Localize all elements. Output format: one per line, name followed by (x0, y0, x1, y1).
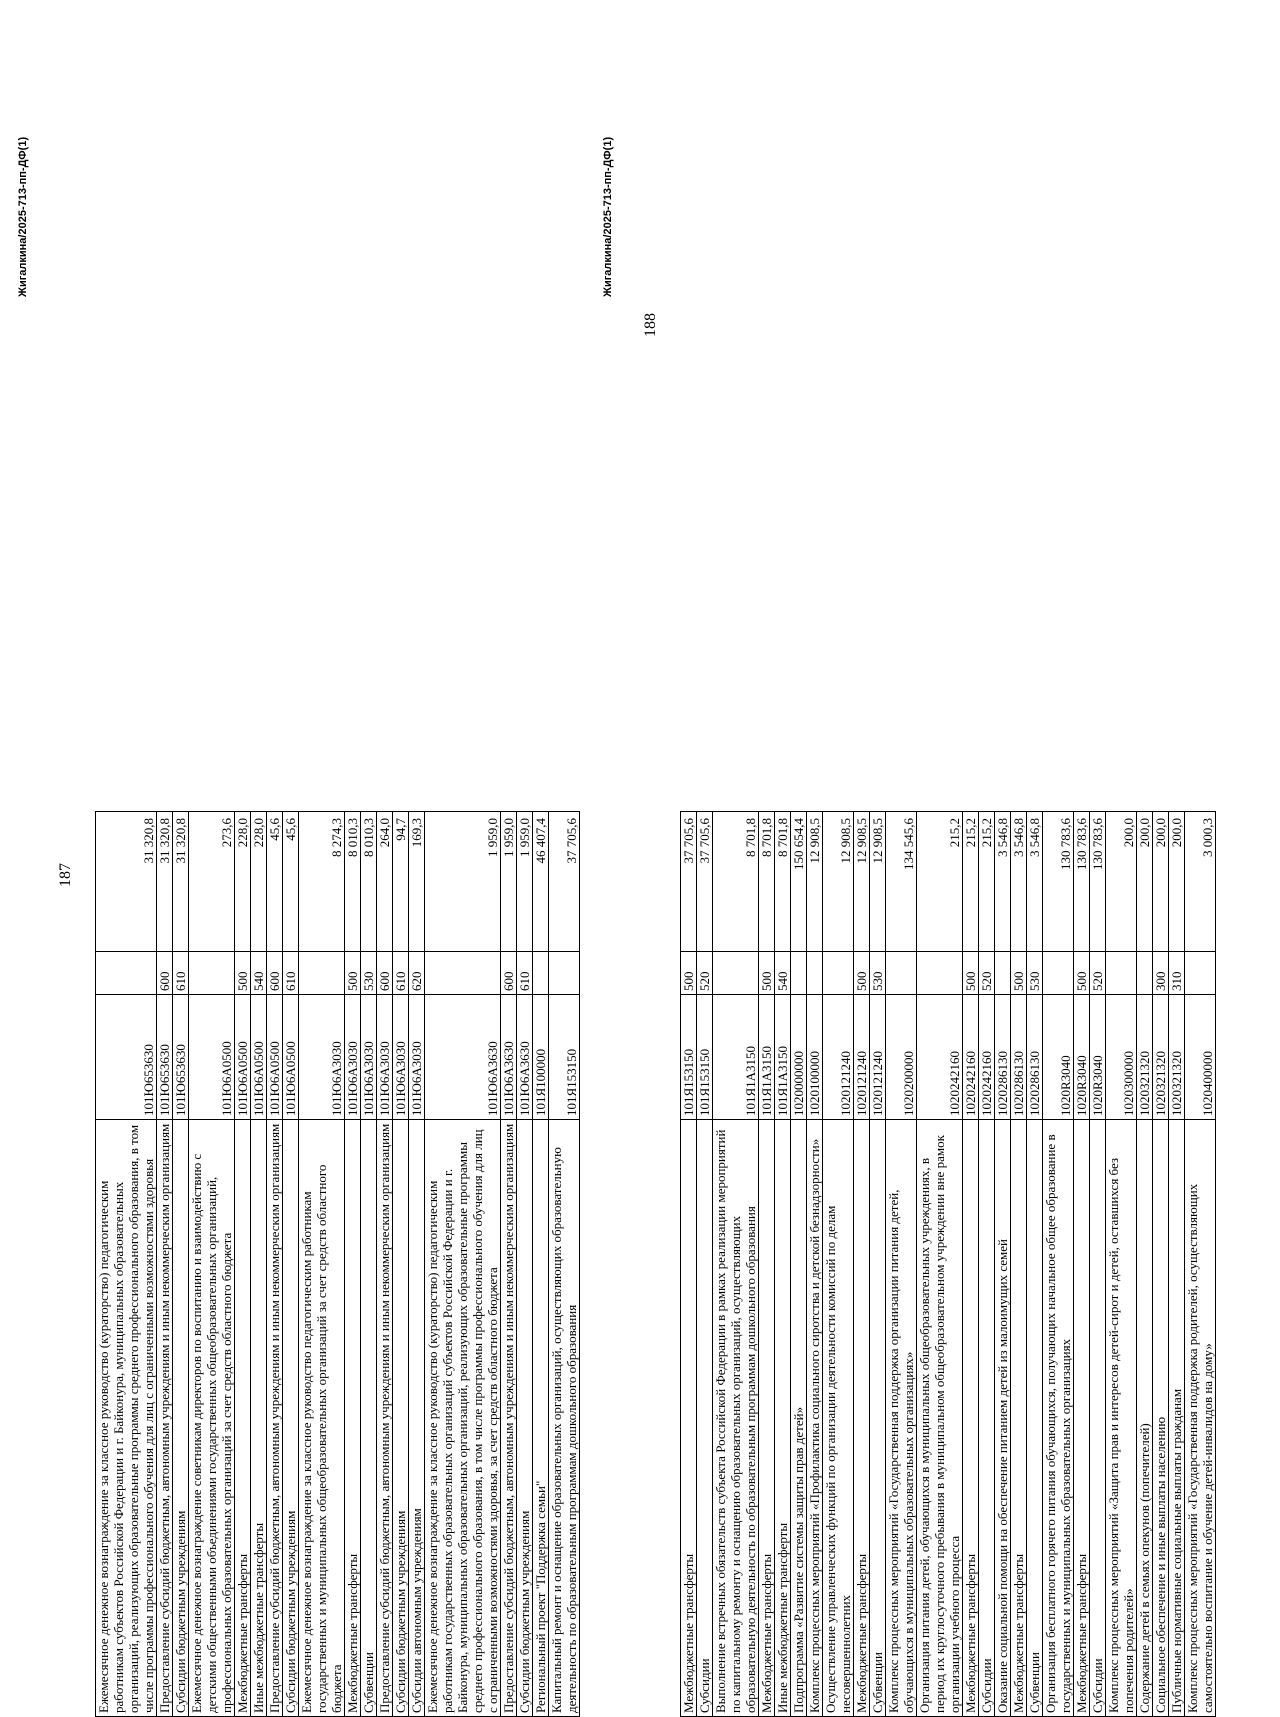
table-row (823, 812, 854, 1717)
row-expense-type (917, 952, 963, 995)
row-target-code: 101Ю6А3030 (299, 995, 345, 1120)
row-target-code: 101Ю6А3030 (393, 995, 409, 1120)
row-description: Осуществление управленческих функций по организации деятельности комиссий по делам несовершеннолетних (823, 1120, 854, 1717)
row-description: Межбюджетные трансферты (963, 1120, 979, 1717)
row-expense-type: 500 (345, 952, 361, 995)
row-expense-type (1106, 952, 1137, 995)
table-row (775, 812, 791, 1717)
row-description: Субвенции (361, 1120, 377, 1717)
row-target-code: 1020400000 (1185, 995, 1216, 1120)
row-description: Субсидии бюджетным учреждениям (393, 1120, 409, 1717)
row-description: Субвенции (870, 1120, 886, 1717)
row-expense-type (791, 952, 807, 995)
row-target-code: 101Я153150 (697, 995, 713, 1120)
table-row (157, 812, 173, 1717)
table-row (1027, 812, 1043, 1717)
row-expense-type: 500 (1011, 952, 1027, 995)
row-expense-type: 620 (409, 952, 425, 995)
row-expense-type: 500 (681, 952, 697, 995)
row-target-code: 1020121240 (854, 995, 870, 1120)
row-target-code: 1020200000 (886, 995, 917, 1120)
row-target-code: 101Ю6А3630 (517, 995, 533, 1120)
table-row (995, 812, 1011, 1717)
row-description: Содержание детей в семьях опекунов (попечителей) (1137, 1120, 1153, 1717)
row-amount: 3 000,3 (1185, 812, 1216, 952)
row-target-code: 1020000000 (791, 995, 807, 1120)
row-amount: 31 320,8 (173, 812, 189, 952)
row-amount: 12 908,5 (807, 812, 823, 952)
table-row (517, 812, 533, 1717)
row-target-code: 101Ю653630 (157, 995, 173, 1120)
row-amount: 8 701,8 (775, 812, 791, 952)
row-amount: 12 908,5 (854, 812, 870, 952)
row-amount: 8 010,3 (345, 812, 361, 952)
row-target-code: 101Ю6А3030 (377, 995, 393, 1120)
row-expense-type: 530 (1027, 952, 1043, 995)
row-target-code: 101Ю6А0500 (251, 995, 267, 1120)
row-description: Иные межбюджетные трансферты (775, 1120, 791, 1717)
signature: Жигалкина/2025-713-пп-ДФ(1) (17, 136, 29, 297)
row-amount: 45,6 (267, 812, 283, 952)
row-target-code: 101Я1А3150 (759, 995, 775, 1120)
row-description: Субсидии бюджетным учреждениям (517, 1120, 533, 1717)
row-target-code: 1020286130 (1011, 995, 1027, 1120)
row-expense-type (823, 952, 854, 995)
row-expense-type: 530 (870, 952, 886, 995)
row-expense-type: 600 (501, 952, 517, 995)
table-row (886, 812, 917, 1717)
table-row (1106, 812, 1137, 1717)
row-target-code: 101Ю6А3030 (361, 995, 377, 1120)
table-row (1011, 812, 1027, 1717)
row-target-code: 1020242160 (963, 995, 979, 1120)
table-row (681, 812, 697, 1717)
row-description: Субсидии (979, 1120, 995, 1717)
row-amount: 3 546,8 (1027, 812, 1043, 952)
table-row (759, 812, 775, 1717)
table-row (345, 812, 361, 1717)
row-amount: 8 274,3 (299, 812, 345, 952)
row-expense-type: 610 (283, 952, 299, 995)
row-description: Публичные нормативные социальные выплаты гражданам (1169, 1120, 1185, 1717)
table-row (1169, 812, 1185, 1717)
table-row (425, 812, 501, 1717)
row-expense-type: 500 (1074, 952, 1090, 995)
table-row (791, 812, 807, 1717)
table-row (235, 812, 251, 1717)
row-target-code: 101Ю6А3030 (409, 995, 425, 1120)
row-amount: 12 908,5 (870, 812, 886, 952)
row-amount: 1 959,0 (501, 812, 517, 952)
row-amount: 3 546,8 (995, 812, 1011, 952)
row-amount: 215,2 (963, 812, 979, 952)
row-description: Межбюджетные трансферты (854, 1120, 870, 1717)
table-row (96, 812, 157, 1717)
row-target-code: 101Ю653630 (173, 995, 189, 1120)
page-number: 187 (57, 863, 74, 887)
table-row (963, 812, 979, 1717)
table-row (1074, 812, 1090, 1717)
row-expense-type (807, 952, 823, 995)
table-row (854, 812, 870, 1717)
table-row (299, 812, 345, 1717)
row-description: Предоставление субсидий бюджетным, автономным учреждениям и иным некоммерческим организациям (501, 1120, 517, 1717)
row-target-code: 101Ю653630 (96, 995, 157, 1120)
table-row (501, 812, 517, 1717)
row-amount: 31 320,8 (157, 812, 173, 952)
row-description: Подпрограмма «Развитие системы защиты прав детей» (791, 1120, 807, 1717)
row-description: Иные межбюджетные трансферты (251, 1120, 267, 1717)
row-target-code: 101Ю6А0500 (189, 995, 235, 1120)
row-description: Межбюджетные трансферты (1011, 1120, 1027, 1717)
row-target-code: 101Ю6А3630 (425, 995, 501, 1120)
budget-table-left (95, 811, 580, 1717)
row-target-code: 1020R3040 (1074, 995, 1090, 1120)
row-description: Комплекс процессных мероприятий «Защита прав и интересов детей-сирот и детей, оставшихся без попечения родителей» (1106, 1120, 1137, 1717)
row-target-code: 101Ю6А3030 (345, 995, 361, 1120)
row-target-code: 101Я153150 (549, 995, 580, 1120)
row-target-code: 101Ю6А0500 (235, 995, 251, 1120)
row-expense-type (1137, 952, 1153, 995)
row-description: Выполнение встречных обязательств субъекта Российской Федерации в рамках реализации мероприятий по капитальному ремонту и оснащению образовательных организаций, осуществляющих образовательную деятельность по образовательным программам дошкольного образования (713, 1120, 759, 1717)
table-row (1043, 812, 1074, 1717)
row-amount: 215,2 (979, 812, 995, 952)
table-row (1090, 812, 1106, 1717)
table-row (807, 812, 823, 1717)
row-amount: 8 701,8 (759, 812, 775, 952)
table-row (917, 812, 963, 1717)
row-expense-type: 610 (173, 952, 189, 995)
row-expense-type: 500 (759, 952, 775, 995)
row-target-code: 101Я153150 (681, 995, 697, 1120)
row-description: Комплекс процессных мероприятий «Профилактика социального сиротства и детской безнадзорности» (807, 1120, 823, 1717)
row-target-code: 101Я1А3150 (713, 995, 759, 1120)
row-expense-type (96, 952, 157, 995)
row-amount: 150 654,4 (791, 812, 807, 952)
row-amount: 130 783,6 (1090, 812, 1106, 952)
row-expense-type: 300 (1153, 952, 1169, 995)
row-amount: 264,0 (377, 812, 393, 952)
row-description: Оказание социальной помощи на обеспечение питанием детей из малоимущих семей (995, 1120, 1011, 1717)
row-expense-type: 500 (235, 952, 251, 995)
row-expense-type (1185, 952, 1216, 995)
row-description: Предоставление субсидий бюджетным, автономным учреждениям и иным некоммерческим организациям (157, 1120, 173, 1717)
signature: Жигалкина/2025-713-пп-ДФ(1) (602, 136, 614, 297)
row-amount: 8 010,3 (361, 812, 377, 952)
row-description: Субсидии автономным учреждениям (409, 1120, 425, 1717)
table-row (377, 812, 393, 1717)
row-expense-type: 540 (251, 952, 267, 995)
row-amount: 94,7 (393, 812, 409, 952)
row-description: Субсидии (697, 1120, 713, 1717)
row-expense-type: 600 (157, 952, 173, 995)
row-amount: 130 783,6 (1043, 812, 1074, 952)
row-description: Капитальный ремонт и оснащение образовательных организаций, осуществляющих образовательную деятельность по образовательным программам дошкольного образования (549, 1120, 580, 1717)
row-description: Межбюджетные трансферты (681, 1120, 697, 1717)
row-target-code: 1020R3040 (1090, 995, 1106, 1120)
row-amount: 3 546,8 (1011, 812, 1027, 952)
row-amount: 37 705,6 (681, 812, 697, 952)
row-expense-type: 520 (1090, 952, 1106, 995)
table-row (409, 812, 425, 1717)
row-description: Комплекс процессных мероприятий «Государственная поддержка организации питания детей, обучающихся в муниципальных образовательных организациях» (886, 1120, 917, 1717)
page-188 (602, 57, 1280, 1717)
row-expense-type: 540 (775, 952, 791, 995)
budget-table-right (680, 811, 1216, 1717)
row-amount: 37 705,6 (697, 812, 713, 952)
row-description: Межбюджетные трансферты (1074, 1120, 1090, 1717)
row-amount: 1 959,0 (425, 812, 501, 952)
row-amount: 45,6 (283, 812, 299, 952)
row-description: Ежемесячное денежное вознаграждение за классное руководство педагогическим работникам государственных и муниципальных общеобразовательных организаций за счет средств областного бюджета (299, 1120, 345, 1717)
row-expense-type (549, 952, 580, 995)
row-target-code: 1020100000 (807, 995, 823, 1120)
row-description: Организация бесплатного горячего питания обучающихся, получающих начальное общее образование в государственных и муниципальных образовательных организациях (1043, 1120, 1074, 1717)
table-row (549, 812, 580, 1717)
row-target-code: 1020321320 (1169, 995, 1185, 1120)
table-row (361, 812, 377, 1717)
row-amount: 200,0 (1169, 812, 1185, 952)
table-row (533, 812, 549, 1717)
row-amount: 37 705,6 (549, 812, 580, 952)
row-target-code: 101Я1А3150 (775, 995, 791, 1120)
row-amount: 200,0 (1137, 812, 1153, 952)
row-description: Субвенции (1027, 1120, 1043, 1717)
row-expense-type (713, 952, 759, 995)
table-row (697, 812, 713, 1717)
row-expense-type: 600 (377, 952, 393, 995)
row-expense-type (533, 952, 549, 995)
row-target-code: 1020121240 (823, 995, 854, 1120)
row-expense-type (425, 952, 501, 995)
row-target-code: 1020242160 (979, 995, 995, 1120)
row-expense-type (995, 952, 1011, 995)
row-expense-type (189, 952, 235, 995)
row-description: Предоставление субсидий бюджетным, автономным учреждениям и иным некоммерческим организациям (267, 1120, 283, 1717)
table-row (1153, 812, 1169, 1717)
row-description: Субсидии (1090, 1120, 1106, 1717)
row-description: Межбюджетные трансферты (235, 1120, 251, 1717)
page-number: 188 (642, 313, 659, 337)
row-amount: 130 783,6 (1074, 812, 1090, 952)
row-description: Предоставление субсидий бюджетным, автономным учреждениям и иным некоммерческим организациям (377, 1120, 393, 1717)
row-target-code: 101Я100000 (533, 995, 549, 1120)
row-expense-type: 310 (1169, 952, 1185, 995)
row-description: Субсидии бюджетным учреждениям (283, 1120, 299, 1717)
row-description: Ежемесячное денежное вознаграждение советникам директоров по воспитанию и взаимодействию с детскими общественными объединениями государственных общеобразовательных организаций, профессиональных образовательных организаций за счет средств областного бюджета (189, 1120, 235, 1717)
row-description: Межбюджетные трансферты (759, 1120, 775, 1717)
row-description: Субсидии бюджетным учреждениям (173, 1120, 189, 1717)
row-target-code: 1020286130 (995, 995, 1011, 1120)
table-row (189, 812, 235, 1717)
row-amount: 12 908,5 (823, 812, 854, 952)
row-expense-type: 500 (963, 952, 979, 995)
row-description: Межбюджетные трансферты (345, 1120, 361, 1717)
row-description: Ежемесячное денежное вознаграждение за классное руководство (кураторство) педагогическим работникам субъектов Российской Федерации и г. Байконура, муниципальных образовательных организаций, реализующих образовательные программы среднего профессионального образования, в том числе программы профессионального обучения для лиц с ограниченными возможностями здоровья (96, 1120, 157, 1717)
row-amount: 134 545,6 (886, 812, 917, 952)
row-description: Региональный проект "Поддержка семьи" (533, 1120, 549, 1717)
row-expense-type: 500 (854, 952, 870, 995)
row-target-code: 101Ю6А0500 (283, 995, 299, 1120)
table-row (1185, 812, 1216, 1717)
row-target-code: 1020321320 (1137, 995, 1153, 1120)
row-amount: 273,6 (189, 812, 235, 952)
row-target-code: 1020300000 (1106, 995, 1137, 1120)
row-amount: 8 701,8 (713, 812, 759, 952)
row-expense-type: 530 (361, 952, 377, 995)
row-expense-type: 520 (697, 952, 713, 995)
row-amount: 228,0 (235, 812, 251, 952)
row-target-code: 1020121240 (870, 995, 886, 1120)
table-row (713, 812, 759, 1717)
table-row (870, 812, 886, 1717)
row-description: Организация питания детей, обучающихся в муниципальных общеобразовательных учреждениях, в период их круглосуточного пребывания в муниципальном общеобразовательном учреждении вне рамок организации учебного процесса (917, 1120, 963, 1717)
page-187 (17, 57, 695, 1717)
row-expense-type: 610 (517, 952, 533, 995)
row-amount: 169,3 (409, 812, 425, 952)
row-amount: 200,0 (1106, 812, 1137, 952)
row-description: Социальное обеспечение и иные выплаты населению (1153, 1120, 1169, 1717)
row-amount: 228,0 (251, 812, 267, 952)
table-row (393, 812, 409, 1717)
row-expense-type: 610 (393, 952, 409, 995)
row-target-code: 101Ю6А0500 (267, 995, 283, 1120)
row-amount: 200,0 (1153, 812, 1169, 952)
row-target-code: 101Ю6А3630 (501, 995, 517, 1120)
row-description: Ежемесячное денежное вознаграждение за классное руководство (кураторство) педагогическим работникам государственных образовательных организаций субъектов Российской Федерации и г. Байконура, муниципальных образовательных организаций, реализующих образовательные программы среднего профессионального образования, в том числе программы профессионального обучения для лиц с ограниченными возможностями здоровья, за счет средств областного бюджета (425, 1120, 501, 1717)
table-row (173, 812, 189, 1717)
row-expense-type (299, 952, 345, 995)
row-amount: 31 320,8 (96, 812, 157, 952)
row-amount: 46 407,4 (533, 812, 549, 952)
row-amount: 215,2 (917, 812, 963, 952)
row-target-code: 1020321320 (1153, 995, 1169, 1120)
row-target-code: 1020286130 (1027, 995, 1043, 1120)
row-description: Комплекс процессных мероприятий «Государственная поддержка родителей, осуществляющих самостоятельно воспитание и обучение детей-инвалидов на дому» (1185, 1120, 1216, 1717)
table-row (283, 812, 299, 1717)
row-amount: 1 959,0 (517, 812, 533, 952)
table-row (251, 812, 267, 1717)
row-expense-type (1043, 952, 1074, 995)
row-expense-type: 600 (267, 952, 283, 995)
table-row (267, 812, 283, 1717)
row-expense-type (886, 952, 917, 995)
row-expense-type: 520 (979, 952, 995, 995)
row-target-code: 1020242160 (917, 995, 963, 1120)
table-row (1137, 812, 1153, 1717)
table-row (979, 812, 995, 1717)
row-target-code: 1020R3040 (1043, 995, 1074, 1120)
